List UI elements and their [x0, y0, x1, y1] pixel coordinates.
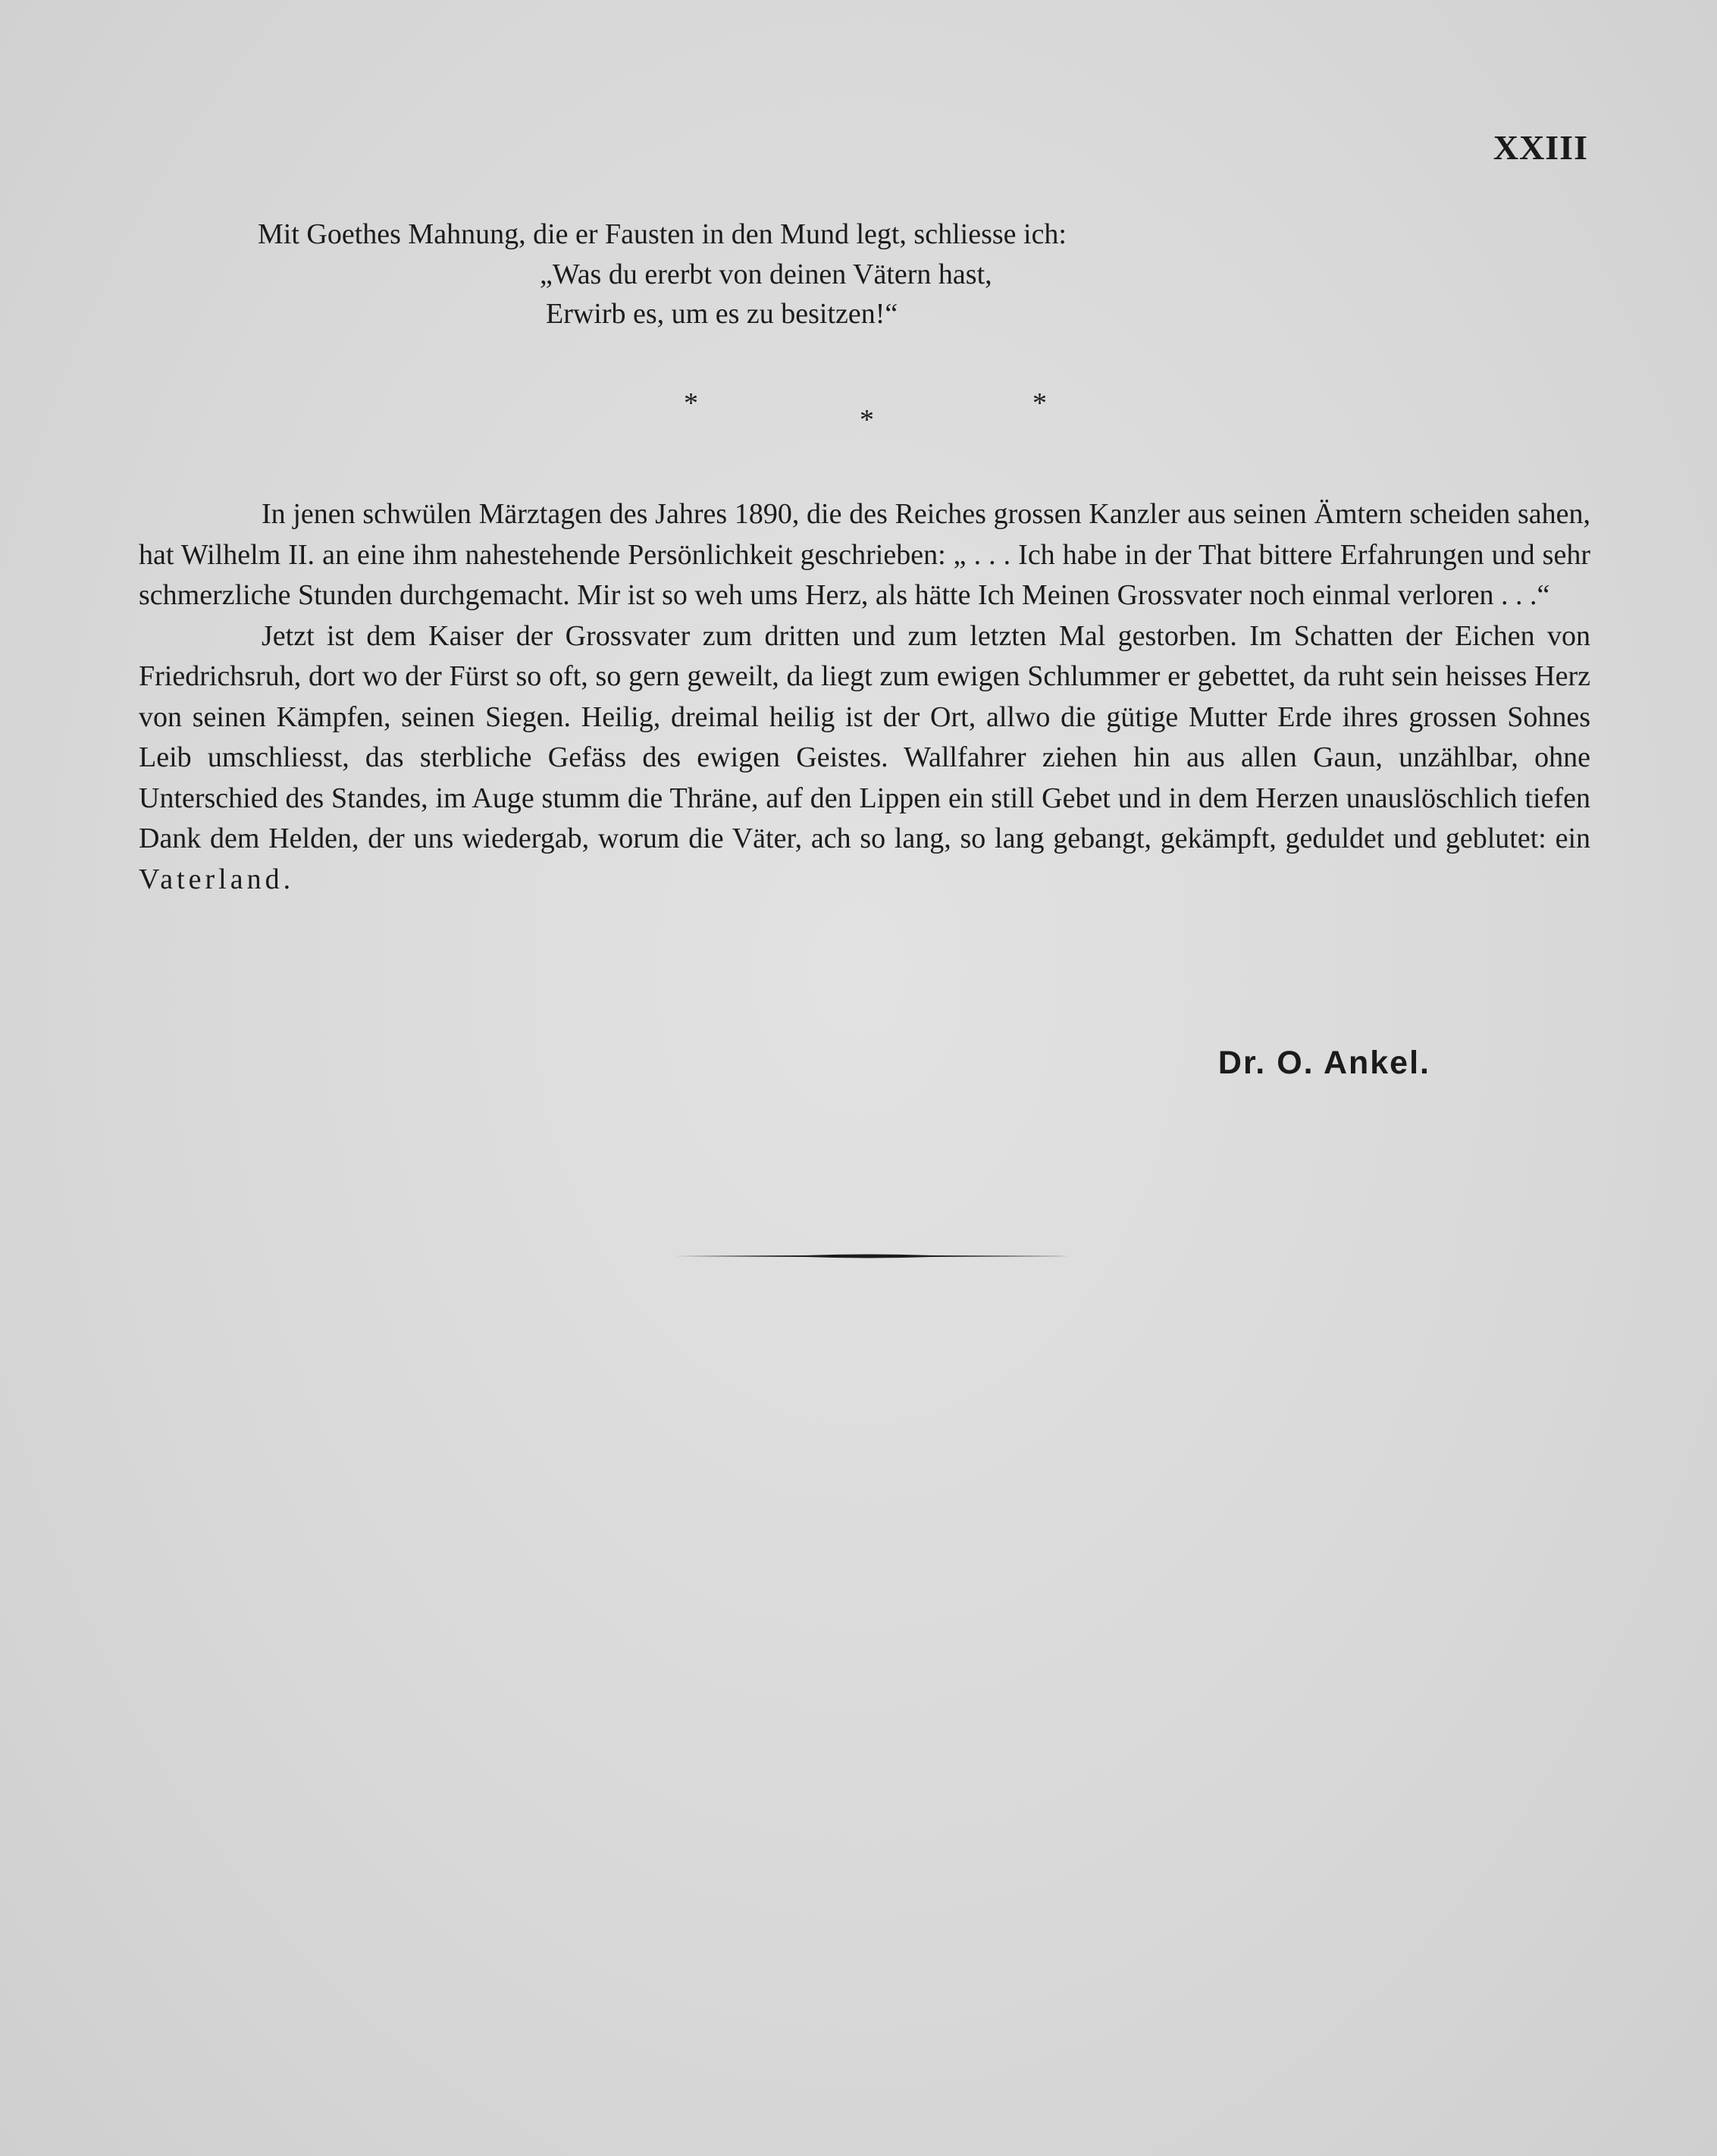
paragraph-2: [139, 616, 1590, 901]
paragraph-2-emphasis: Vaterland.: [139, 863, 295, 895]
quote-line-1: „Was du ererbt von deinen Vätern hast,: [540, 259, 992, 290]
closing-divider: [669, 1252, 1069, 1260]
page-number: XXIII: [1493, 128, 1588, 167]
separator-asterisk-left: *: [684, 387, 698, 419]
separator-asterisk-middle: *: [860, 404, 874, 436]
separator-asterisk-right: *: [1032, 387, 1047, 419]
author-signature: Dr. O. Ankel.: [1217, 1045, 1430, 1081]
intro-line: Mit Goethes Mahnung, die er Fausten in den Mund legt, schliesse ich:: [258, 218, 1067, 250]
quote-line-2: Erwirb es, um es zu besitzen!“: [546, 298, 898, 330]
body-text: [139, 494, 1590, 900]
goethe-quote: [540, 255, 992, 334]
paragraph-2-text: Jetzt ist dem Kaiser der Grossvater zum dritten und zum letzten Mal gestorben. Im Schatten der Eichen von Friedrichsruh, dort wo der Fürst so oft, so gern geweilt, da liegt zum ewigen Schlummer er gebettet, da ruht sein heisses Herz von seinen Kämpfen, seinen Siegen. Heilig, dreimal heilig ist der Ort, allwo die gütige Mutter Erde ihres grossen Sohnes Leib umschliesst, das sterbliche Gefäss des ewigen Geistes. Wallfahrer ziehen hin aus allen Gaun, unzählbar, ohne Unterschied des Standes, im Auge stumm die Thräne, auf den Lippen ein still Gebet und in dem Herzen unauslöschlich tiefen Dank dem Helden, der uns wiedergab, worum die Väter, ach so lang, so lang gebangt, gekämpft, geduldet und geblutet: ein: [139, 619, 1590, 854]
section-separator: [0, 387, 1717, 436]
paragraph-1: In jenen schwülen Märztagen des Jahres 1890, die des Reiches grossen Kanzler aus seinen Ämtern scheiden sahen, hat Wilhelm II. an eine ihm nahestehende Persönlichkeit geschrieben: „ . . . Ich habe in der That bittere Erfahrungen und sehr schmerzliche Stunden durchgemacht. Mir ist so weh ums Herz, als hätte Ich Meinen Grossvater noch einmal verloren . . .“: [139, 498, 1590, 611]
